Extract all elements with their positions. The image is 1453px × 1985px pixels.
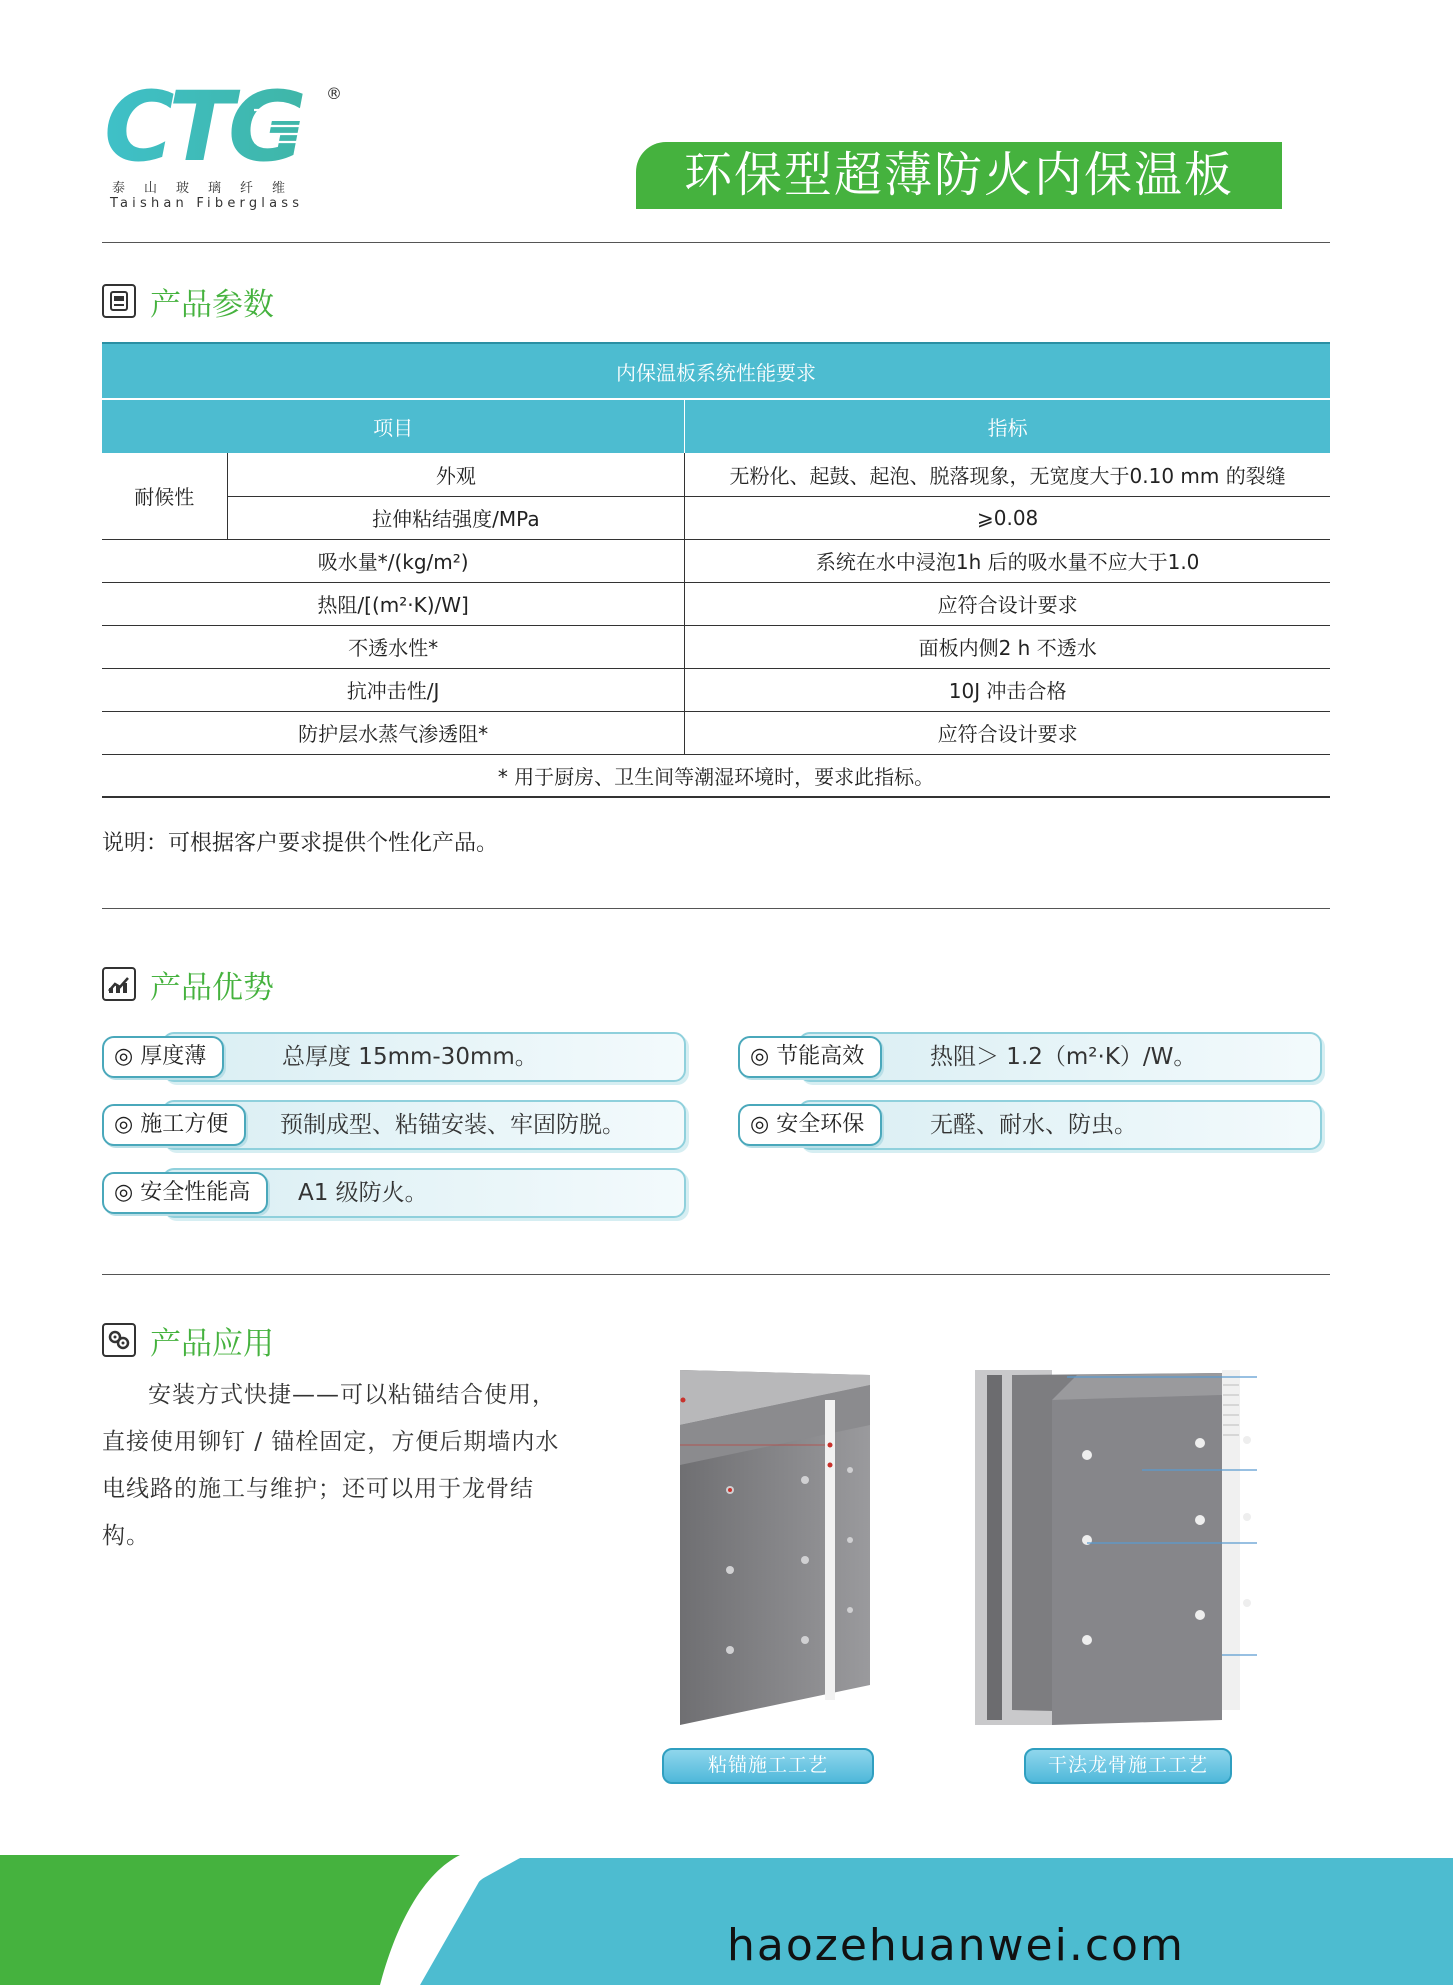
section-advantages-heading xyxy=(102,964,274,1004)
advantage-desc: 总厚度 15mm-30mm。 xyxy=(282,1044,538,1070)
row-item: 吸水量*/(kg/m²) xyxy=(102,539,685,582)
table-row xyxy=(102,496,1330,539)
table-row xyxy=(102,539,1330,582)
advantage-desc: 无醛、耐水、防虫。 xyxy=(930,1112,1137,1138)
row-item: 拉伸粘结强度/MPa xyxy=(227,496,685,539)
row-value: ⩾0.08 xyxy=(685,496,1330,539)
row-value: 系统在水中浸泡1h 后的吸水量不应大于1.0 xyxy=(685,539,1330,582)
advantage-desc: A1 级防火。 xyxy=(298,1180,428,1206)
advantage-tag: ◎ 安全性能高 xyxy=(102,1172,268,1214)
section-params-heading xyxy=(102,281,274,321)
table-row xyxy=(102,625,1330,668)
row-item: 热阻/[(m²·K)/W] xyxy=(102,582,685,625)
advantage-tag: ◎ 厚度薄 xyxy=(102,1036,224,1078)
section-title: 产品参数 xyxy=(150,286,274,323)
row-value: 应符合设计要求 xyxy=(685,582,1330,625)
advantage-tag: ◎ 节能高效 xyxy=(738,1036,882,1078)
row-item: 抗冲击性/J xyxy=(102,668,685,711)
group-label: 耐候性 xyxy=(102,453,227,539)
note-text: 说明：可根据客户要求提供个性化产品。 xyxy=(102,831,499,856)
divider xyxy=(102,908,1330,909)
caption-dry-keel: 干法龙骨施工工艺 xyxy=(1024,1748,1232,1784)
row-value: 10J 冲击合格 xyxy=(685,668,1330,711)
divider xyxy=(102,242,1330,243)
section-application-heading xyxy=(102,1320,274,1360)
application-text xyxy=(102,1372,562,1560)
advantage-item xyxy=(102,1032,686,1082)
advantage-desc: 预制成型、粘锚安装、牢固防脱。 xyxy=(280,1112,625,1138)
spec-table xyxy=(102,342,1330,798)
divider xyxy=(102,1274,1330,1275)
dry-keel-panel-image xyxy=(972,1365,1262,1735)
header-item: 项目 xyxy=(102,399,685,453)
table-caption: 内保温板系统性能要求 xyxy=(102,343,1330,399)
row-value: 应符合设计要求 xyxy=(685,711,1330,754)
page-title: 环保型超薄防火内保温板 xyxy=(636,142,1282,209)
row-item: 不透水性* xyxy=(102,625,685,668)
advantage-tag: ◎ 安全环保 xyxy=(738,1104,882,1146)
table-row xyxy=(102,582,1330,625)
website-url: haozehuanwei.com xyxy=(727,1920,1185,1971)
registered-mark: ® xyxy=(326,84,342,103)
gears-icon xyxy=(102,1323,136,1357)
table-footnote: * 用于厨房、卫生间等潮湿环境时，要求此指标。 xyxy=(102,754,1330,797)
chart-icon xyxy=(102,967,136,1001)
advantage-item xyxy=(102,1168,686,1218)
advantage-item xyxy=(738,1032,1322,1082)
document-icon xyxy=(102,284,136,318)
table-row xyxy=(102,453,1330,496)
section-title: 产品应用 xyxy=(150,1325,274,1362)
brand-logo xyxy=(104,82,344,212)
advantage-item xyxy=(102,1100,686,1150)
row-item: 防护层水蒸气渗透阻* xyxy=(102,711,685,754)
advantage-item xyxy=(738,1100,1322,1150)
ctg-logo-mark xyxy=(104,82,324,172)
advantage-tag: ◎ 施工方便 xyxy=(102,1104,246,1146)
brand-name-en: Taishan Fiberglass xyxy=(110,196,304,211)
bonded-anchor-panel-image xyxy=(665,1365,875,1735)
row-value: 面板内侧2 h 不透水 xyxy=(685,625,1330,668)
advantage-desc: 热阻＞ 1.2（m²·K）/W。 xyxy=(930,1044,1197,1070)
svg-text:CTG: CTG xyxy=(104,82,301,172)
row-value: 无粉化、起鼓、起泡、脱落现象，无宽度大于0.10 mm 的裂缝 xyxy=(685,453,1330,496)
brand-name-cn: 泰山玻璃纤维 xyxy=(112,181,305,196)
application-paragraph: 安装方式快捷——可以粘锚结合使用，直接使用铆钉 / 锚栓固定，方便后期墙内水电线路的施工与维护；还可以用于龙骨结构。 xyxy=(102,1382,560,1549)
table-row xyxy=(102,668,1330,711)
caption-bonded: 粘锚施工工艺 xyxy=(662,1748,874,1784)
table-row xyxy=(102,711,1330,754)
section-title: 产品优势 xyxy=(150,969,274,1006)
header-index: 指标 xyxy=(685,399,1330,453)
row-item: 外观 xyxy=(227,453,685,496)
